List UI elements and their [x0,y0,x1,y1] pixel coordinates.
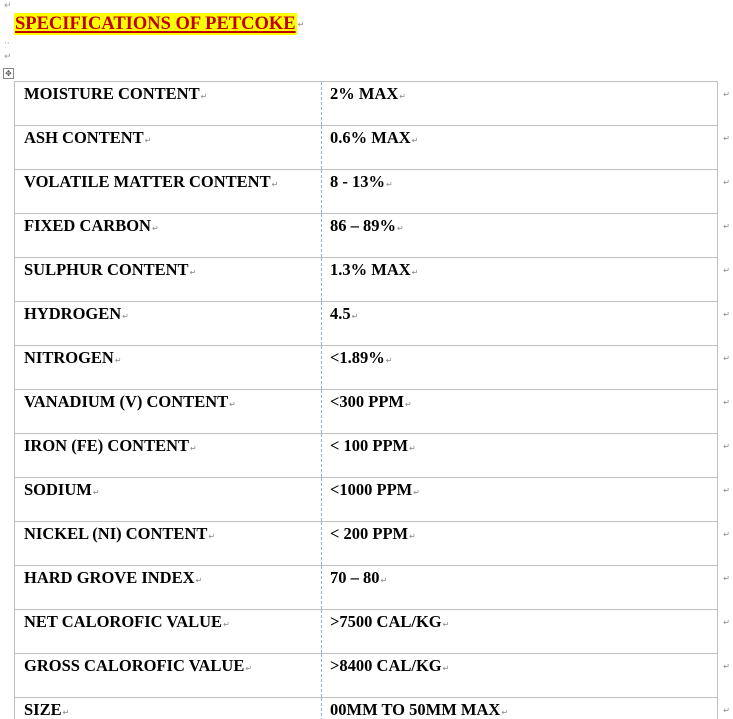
table-row [15,214,718,258]
value-cell[interactable] [322,478,730,522]
cell-end-mark: ↵ [442,620,450,629]
value-cell[interactable] [322,170,730,214]
parameter-cell[interactable] [15,522,322,566]
value-label: 86 – 89% [330,216,396,235]
value-label: < 100 PPM [330,436,409,455]
spec-table-body [15,82,730,719]
value-cell[interactable] [322,126,730,170]
parameter-cell[interactable] [15,654,322,698]
table-row [15,522,718,566]
cell-end-mark: ↵ [385,356,393,365]
table-row [15,610,718,654]
parameter-label: MOISTURE CONTENT [24,84,200,103]
cell-end-mark: ↵ [397,224,404,233]
paragraph-mark: ·· [4,39,10,49]
value-label: <300 PPM [330,392,405,411]
parameter-label: SULPHUR CONTENT [24,260,189,279]
row-end-mark: ↵ [723,90,730,99]
table-row [15,478,718,522]
value-label: <1000 PPM [330,480,413,499]
value-cell[interactable] [322,566,730,610]
parameter-cell[interactable] [15,346,322,390]
value-label: 8 - 13% [330,172,385,191]
table-row [15,170,718,214]
row-end-mark: ↵ [723,398,730,407]
parameter-label: IRON (FE) CONTENT [24,436,190,455]
table-row [15,566,718,610]
cell-end-mark: ↵ [405,400,412,409]
value-cell[interactable] [322,654,730,698]
value-label: 0.6% MAX [330,128,411,147]
value-label: <1.89% [330,348,385,367]
cell-end-mark: ↵ [386,180,393,189]
row-end-mark: ↵ [723,662,730,671]
cell-end-mark: ↵ [501,708,509,717]
value-label: >7500 CAL/KG [330,612,442,631]
value-cell[interactable] [322,82,730,126]
table-row [15,654,718,698]
parameter-label: NICKEL (NI) CONTENT [24,524,208,543]
value-cell[interactable] [322,346,730,390]
row-end-mark: ↵ [723,134,730,143]
parameter-cell[interactable] [15,258,322,302]
parameter-label: SODIUM [24,480,92,499]
row-end-mark: ↵ [723,354,730,363]
parameter-cell[interactable] [15,610,322,654]
cell-end-mark: ↵ [413,488,420,497]
cell-end-mark: ↵ [351,312,359,321]
cell-end-mark: ↵ [208,532,216,541]
parameter-cell[interactable] [15,434,322,478]
value-cell[interactable] [322,434,730,478]
row-end-mark: ↵ [723,618,730,627]
cell-end-mark: ↵ [399,92,406,101]
cell-end-mark: ↵ [200,92,208,101]
value-cell[interactable] [322,390,730,434]
value-label: >8400 CAL/KG [330,656,442,675]
page-title: SPECIFICATIONS OF PETCOKE [15,14,296,34]
parameter-cell[interactable] [15,82,322,126]
table-row [15,302,718,346]
row-end-mark: ↵ [723,530,730,539]
cell-end-mark: ↵ [195,576,203,585]
table-row [15,346,718,390]
cell-end-mark: ↵ [245,664,253,673]
cell-end-mark: ↵ [144,136,152,145]
cell-end-mark: ↵ [380,576,388,585]
value-cell[interactable] [322,522,730,566]
parameter-label: SIZE [24,700,62,719]
cell-end-mark: ↵ [411,268,419,277]
spec-table [14,81,730,719]
value-cell[interactable] [322,214,730,258]
cell-end-mark: ↵ [190,444,197,453]
cell-end-mark: ↵ [151,224,159,233]
parameter-label: FIXED CARBON [24,216,151,235]
parameter-label: NITROGEN [24,348,114,367]
parameter-cell[interactable] [15,390,322,434]
parameter-cell[interactable] [15,214,322,258]
row-end-mark: ↵ [723,266,730,275]
title-wrap [14,13,304,35]
table-row [15,434,718,478]
parameter-label: NET CALOROFIC VALUE [24,612,223,631]
row-end-mark: ↵ [723,706,730,715]
cell-end-mark: ↵ [409,444,416,453]
parameter-label: ASH CONTENT [24,128,144,147]
parameter-cell[interactable] [15,478,322,522]
table-row [15,390,718,434]
value-label: 00MM TO 50MM MAX [330,700,501,719]
table-row [15,126,718,170]
parameter-cell[interactable] [15,170,322,214]
paragraph-mark: ↵ [4,52,12,62]
table-row [15,258,718,302]
value-cell[interactable] [322,610,730,654]
parameter-cell[interactable] [15,566,322,610]
cell-end-mark: ↵ [189,268,197,277]
cell-end-mark: ↵ [409,532,416,541]
row-end-mark: ↵ [723,574,730,583]
parameter-label: VANADIUM (V) CONTENT [24,392,229,411]
cell-end-mark: ↵ [92,488,100,497]
value-cell[interactable] [322,258,730,302]
parameter-label: HARD GROVE INDEX [24,568,195,587]
cell-end-mark: ↵ [223,620,230,629]
row-end-mark: ↵ [723,222,730,231]
parameter-cell[interactable] [15,126,322,170]
table-row [15,698,718,719]
cell-end-mark: ↵ [271,180,279,189]
parameter-label: GROSS CALOROFIC VALUE [24,656,245,675]
paragraph-mark: ↵ [4,1,12,11]
table-row [15,82,718,126]
row-end-mark: ↵ [723,310,730,319]
parameter-label: HYDROGEN [24,304,122,323]
row-end-mark: ↵ [723,486,730,495]
row-end-mark: ↵ [723,442,730,451]
value-cell[interactable] [322,302,730,346]
table-move-handle-icon[interactable]: ✥ [3,68,14,79]
value-label: < 200 PPM [330,524,409,543]
parameter-cell[interactable] [15,302,322,346]
value-cell[interactable] [322,698,730,719]
value-label: 1.3% MAX [330,260,411,279]
row-end-mark: ↵ [723,178,730,187]
cell-end-mark: ↵ [229,400,236,409]
parameter-label: VOLATILE MATTER CONTENT [24,172,271,191]
cell-end-mark: ↵ [411,136,419,145]
parameter-cell[interactable] [15,698,322,719]
value-label: 70 – 80 [330,568,380,587]
paragraph-mark: ↵ [297,19,305,29]
cell-end-mark: ↵ [442,664,450,673]
value-label: 2% MAX [330,84,399,103]
value-label: 4.5 [330,304,351,323]
cell-end-mark: ↵ [114,356,122,365]
cell-end-mark: ↵ [62,708,70,717]
cell-end-mark: ↵ [122,312,129,321]
